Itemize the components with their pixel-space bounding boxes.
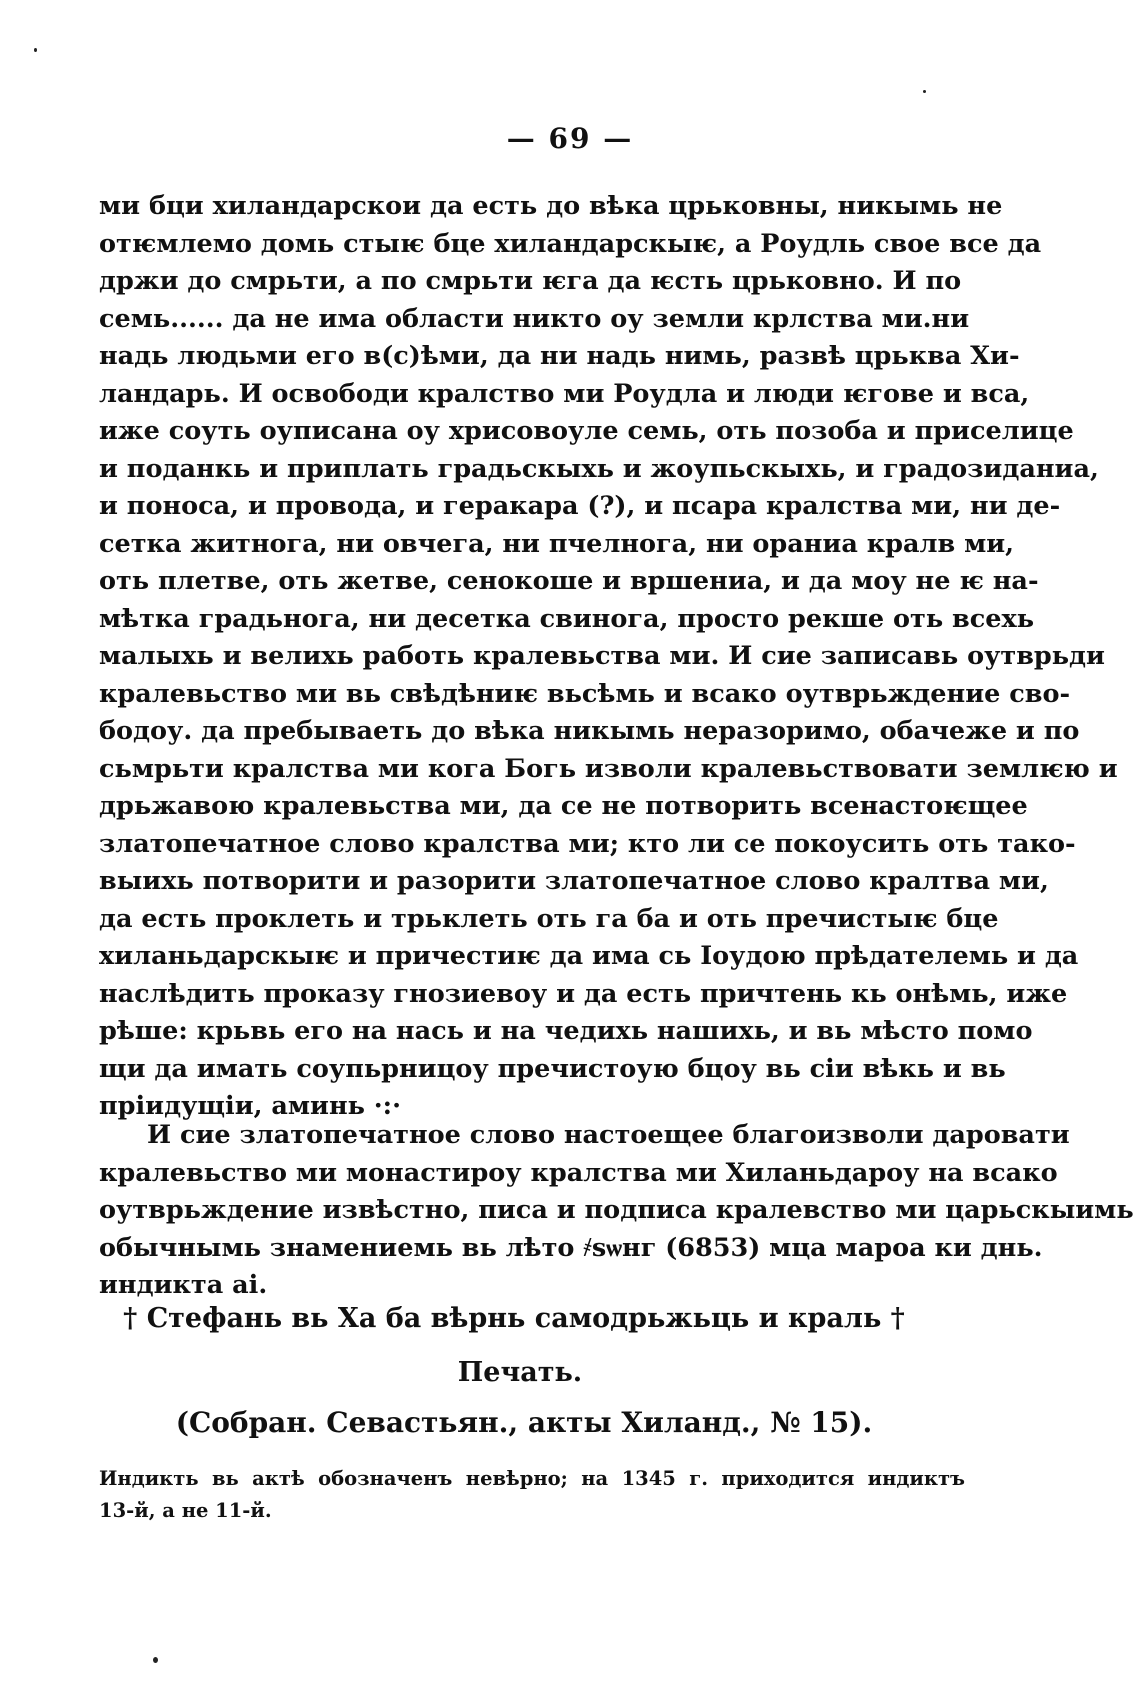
royal-signature: † Стефань вь Ха ба вѣрнь самодрьжьць и краль † xyxy=(123,1303,905,1334)
text-line: дрьжавою кралевьства ми, да се не потворить всенастоѥщее xyxy=(99,791,1028,821)
text-line: надь людьми его в(с)ѣми, да ни надь нимь, развѣ црьква Хи- xyxy=(99,341,1020,371)
text-line: обычнымь знамениемь вь лѣто ҂ѕѡнг (6853) мца мароа ки днь. xyxy=(99,1232,1043,1263)
text-line: и поданкь и приплать градьскыхь и жоупьскыхь, и градозиданиа, xyxy=(99,453,1099,484)
footnote-line: 13-й, а не 11-й. xyxy=(99,1499,272,1522)
text-line: сетка житнога, ни овчега, ни пчелнога, ни ораниа кралв ми, xyxy=(99,528,1015,559)
charter-paragraph-2 xyxy=(99,1117,1134,1305)
footnote xyxy=(99,1463,965,1527)
text-line: пріидущіи, аминь ·:· xyxy=(99,1091,401,1121)
text-line: ми бци хиландарскои да есть до вѣка црьковны, никымь не xyxy=(99,191,1003,221)
text-line: наслѣдить проказу гнозиевоу и да есть причтень кь онѣмь, иже xyxy=(99,978,1068,1009)
text-line: оутврьждение извѣстно, писа и подписа кралевство ми царьскыимь xyxy=(99,1195,1134,1225)
text-line: и поноса, и провода, и геракара (?), и псара кралства ми, ни де- xyxy=(99,491,1061,521)
text-line: выихь потворити и разорити златопечатное слово кралтва ми, xyxy=(99,866,1049,896)
text-line: златопечатное слово кралства ми; кто ли се покоусить оть тако- xyxy=(99,828,1076,859)
footnote-line: Индикть вь актѣ обозначенъ невѣрно; на 1345 г. приходится индиктъ xyxy=(99,1467,965,1490)
text-line: малыхь и велихь работь кралевьства ми. И сие записавь оутврьди xyxy=(99,641,1105,671)
text-line: отѥмлемо домь стыѥ бце хиландарскыѥ, а Роудль свое все да xyxy=(99,228,1042,259)
scan-speck xyxy=(923,90,926,93)
text-line: да есть проклеть и трьклеть оть га ба и оть пречистыѥ бце xyxy=(99,903,999,934)
scan-speck xyxy=(153,1657,158,1663)
text-line: држи до смрьти, а по смрьти ѥга да ѥсть црьковно. И по xyxy=(99,266,962,296)
text-line: оть плетве, оть жетве, сенокоше и вршениа, и да моу не ѥ на- xyxy=(99,566,1039,596)
text-line: бодоу. да пребываеть до вѣка никымь неразоримо, обачеже и по xyxy=(99,716,1080,746)
text-line: ландарь. И освободи кралство ми Роудла и люди ѥгове и вса, xyxy=(99,378,1030,409)
text-line: сьмрьти кралства ми кога Богь изволи кралевьствовати землѥю и xyxy=(99,753,1118,784)
text-line: семь...... да не има области никто оу земли крлства ми.ни xyxy=(99,303,970,334)
charter-paragraph-1 xyxy=(99,188,1118,1126)
text-line: иже соуть оуписана оу хрисовоуле семь, оть позоба и приселице xyxy=(99,416,1074,446)
text-line: щи да имать соупьрницоу пречистоую бцоу вь сіи вѣкь и вь xyxy=(99,1053,1006,1084)
page-number: — 69 — xyxy=(506,122,634,155)
text-line: кралевьство ми монастироу кралства ми Хиланьдароу на всако xyxy=(99,1157,1058,1188)
text-line: кралевьство ми вь свѣдѣниѥ вьсѣмь и всако оутврьждение сво- xyxy=(99,678,1071,709)
text-line: мѣтка градьнога, ни десетка свинога, просто рекше оть всехь xyxy=(99,603,1034,634)
scan-speck xyxy=(34,48,37,52)
text-line: хиланьдарскыѥ и причестиѥ да има сь Іоудою прѣдателемь и да xyxy=(99,941,1079,971)
seal-label: Печать. xyxy=(457,1357,583,1388)
text-line: И сие златопечатное слово настоещее благоизволи даровати xyxy=(147,1120,1070,1150)
text-line: индикта аі. xyxy=(99,1270,268,1300)
source-citation: (Собран. Севастьян., акты Хиланд., № 15). xyxy=(175,1406,873,1439)
text-line: рѣше: крьвь его на нась и на чедихь нашихь, и вь мѣсто помо xyxy=(99,1016,1033,1046)
